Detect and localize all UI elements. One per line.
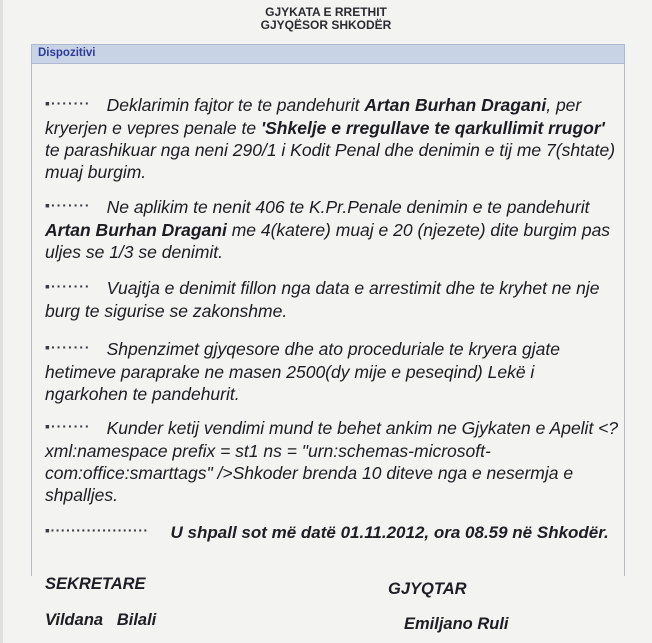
secretary-title: SEKRETARE [45,575,146,593]
defendant-name: Artan Burhan Dragani [45,220,227,240]
bullet-marker: ▪······· [45,339,91,355]
page-edge [0,0,3,643]
section-title: Dispozitivi [38,47,96,59]
paragraph-text: te parashikuar nga neni 290/1 i Kodit Penal dhe denimin e tij me 7(shtate) muaj burgim. [45,140,616,182]
paragraph-text: Vuajtja e denimit fillon nga data e arrestimit dhe te kryhet ne nje burg te sigurise se zakonshme. [45,278,600,321]
bullet-marker: ▪··················· [45,522,149,538]
paragraph-text: Shpenzimet gjyqesore dhe ato proceduriale te kryera gjate hetimeve paraprake ne masen 2500(dy mije e peseqind) Lekë i ngarkohen te pandehurit. [45,339,560,404]
bullet-marker: ▪······· [45,197,91,213]
paragraph-appeal [45,417,620,506]
court-city: GJYQËSOR SHKODËR [260,18,392,32]
section-header-bar [31,44,625,64]
paragraph-text: Kunder ketij vendimi mund te behet ankim ne Gjykaten e Apelit <?xml:namespace prefix = st1 ns = "urn:schemas-microsoft-com:office:smarttags" />Shkoder brenda 10 diteve nga e nesermja e shpalljes. [45,418,619,505]
bullet-marker: ▪······· [45,95,91,111]
paragraph-text: Deklarimin fajtor te te pandehurit [106,95,365,115]
offense-name: 'Shkelje e rregullave te qarkullimit rrugor' [260,118,605,138]
bullet-marker: ▪······· [45,418,91,434]
announcement-text: U shpall sot më datë 01.11.2012, ora 08.59 në Shkodër. [170,523,609,542]
secretary-name: Vildana Bilali [45,611,157,629]
bullet-marker: ▪······· [45,278,91,294]
paragraph-text: me 4(katere) muaj e 20 (njezete) dite burgim pas uljes se 1/3 se denimit. [45,220,611,262]
paragraph-verdict [45,94,620,183]
judge-title: GJYQTAR [388,580,467,598]
paragraph-sentence-start [45,277,620,322]
court-header [0,6,652,32]
court-name: GJYKATA E RRETHIT [265,5,387,19]
defendant-name: Artan Burhan Dragani [364,95,547,115]
paragraph-text: , per kryerjen e vepres penale te [45,95,582,138]
paragraph-sentence-reduction [45,196,620,263]
judge-name: Emiljano Ruli [404,615,509,633]
paragraph-court-costs [45,338,620,405]
paragraph-text: Ne aplikim te nenit 406 te K.Pr.Penale denimin e te pandehurit [106,197,590,217]
announcement-line [45,522,620,544]
